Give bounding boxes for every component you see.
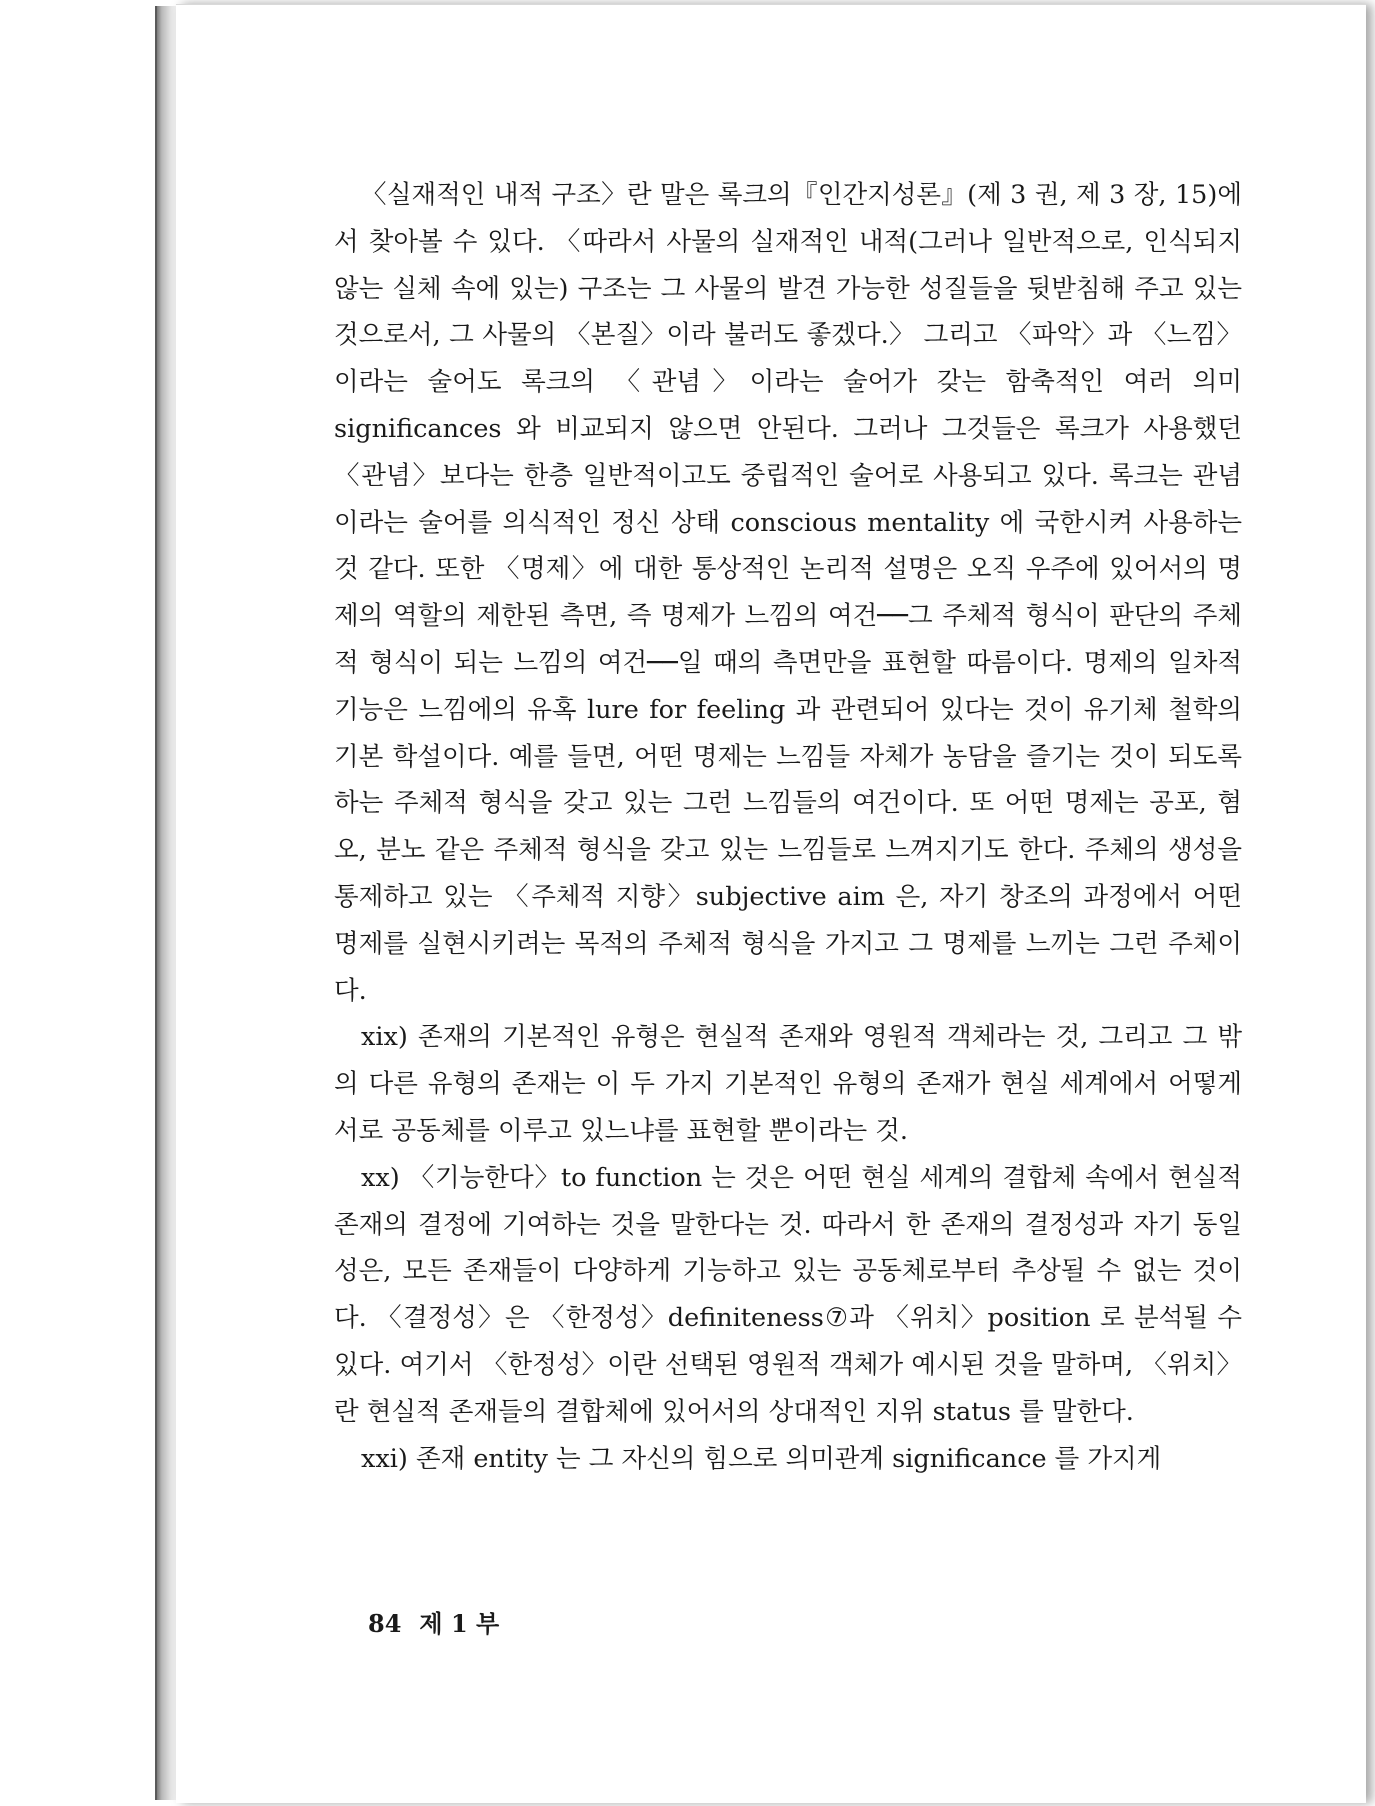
paragraph-xix: xix) 존재의 기본적인 유형은 현실적 존재와 영원적 객체라는 것, 그리고 그 밖의 다른 유형의 존재는 이 두 가지 기본적인 유형의 존재가 현실 세계에서 어떻게 서로 공동체를 이루고 있느냐를 표현할 뿐이라는 것. (334, 1022, 1242, 1146)
paragraph-locke-structure: 〈실재적인 내적 구조〉란 말은 록크의『인간지성론』(제 3 권, 제 3 장, 15)에서 찾아볼 수 있다. 〈따라서 사물의 실재적인 내적(그러나 일반적으로, 인식되지 않는 실체 속에 있는) 구조는 그 사물의 발견 가능한 성질들을 뒷받침해 주고 있는 것으로서, 그 사물의 〈본질〉이라 불러도 좋겠다.〉 그리고 〈파악〉과 〈느낌〉이라는 술어도 록크의 〈관념〉이라는 술어가 갖는 함축적인 여러 의미 significances 와 비교되지 않으면 안된다. 그러나 그것들은 록크가 사용했던 〈관념〉보다는 한층 일반적이고도 중립적인 술어로 사용되고 있다. 록크는 관념이라는 술어를 의식적인 정신 상태 conscious mentality 에 국한시켜 사용하는 것 같다. 또한 〈명제〉에 대한 통상적인 논리적 설명은 오직 우주에 있어서의 명제의 역할의 제한된 측면, 즉 명제가 느낌의 여건──그 주체적 형식이 판단의 주체적 형식이 되는 느낌의 여건──일 때의 측면만을 표현할 따름이다. 명제의 일차적 기능은 느낌에의 유혹 lure for feeling 과 관련되어 있다는 것이 유기체 철학의 기본 학설이다. 예를 들면, 어떤 명제는 느낌들 자체가 농담을 즐기는 것이 되도록 하는 주체적 형식을 갖고 있는 그런 느낌들의 여건이다. 또 어떤 명제는 공포, 혐오, 분노 같은 주체적 형식을 갖고 있는 느낌들로 느껴지기도 한다. 주체의 생성을 통제하고 있는 〈주체적 지향〉subjective aim 은, 자기 창조의 과정에서 어떤 명제를 실현시키려는 목적의 주체적 형식을 가지고 그 명제를 느끼는 그런 주체이다. (334, 180, 1242, 1006)
page-body-text (334, 172, 1242, 1482)
part-label: 제 1 부 (419, 1609, 500, 1638)
page-number: 84 (368, 1609, 402, 1638)
paragraph-xxi: xxi) 존재 entity 는 그 자신의 힘으로 의미관계 significance 를 가지게 (361, 1443, 1162, 1474)
page-footer (368, 1604, 517, 1639)
paragraph-xx: xx) 〈기능한다〉to function 는 것은 어떤 현실 세계의 결합체 속에서 현실적 존재의 결정에 기여하는 것을 말한다는 것. 따라서 한 존재의 결정성과 자기 동일성은, 모든 존재들이 다양하게 기능하고 있는 공동체로부터 추상될 수 없는 것이다. 〈결정성〉은 〈한정성〉definiteness⑦과 〈위치〉position 로 분석될 수 있다. 여기서 〈한정성〉이란 선택된 영원적 객체가 예시된 것을 말하며, 〈위치〉란 현실적 존재들의 결합체에 있어서의 상대적인 지위 status 를 말한다. (334, 1162, 1242, 1427)
